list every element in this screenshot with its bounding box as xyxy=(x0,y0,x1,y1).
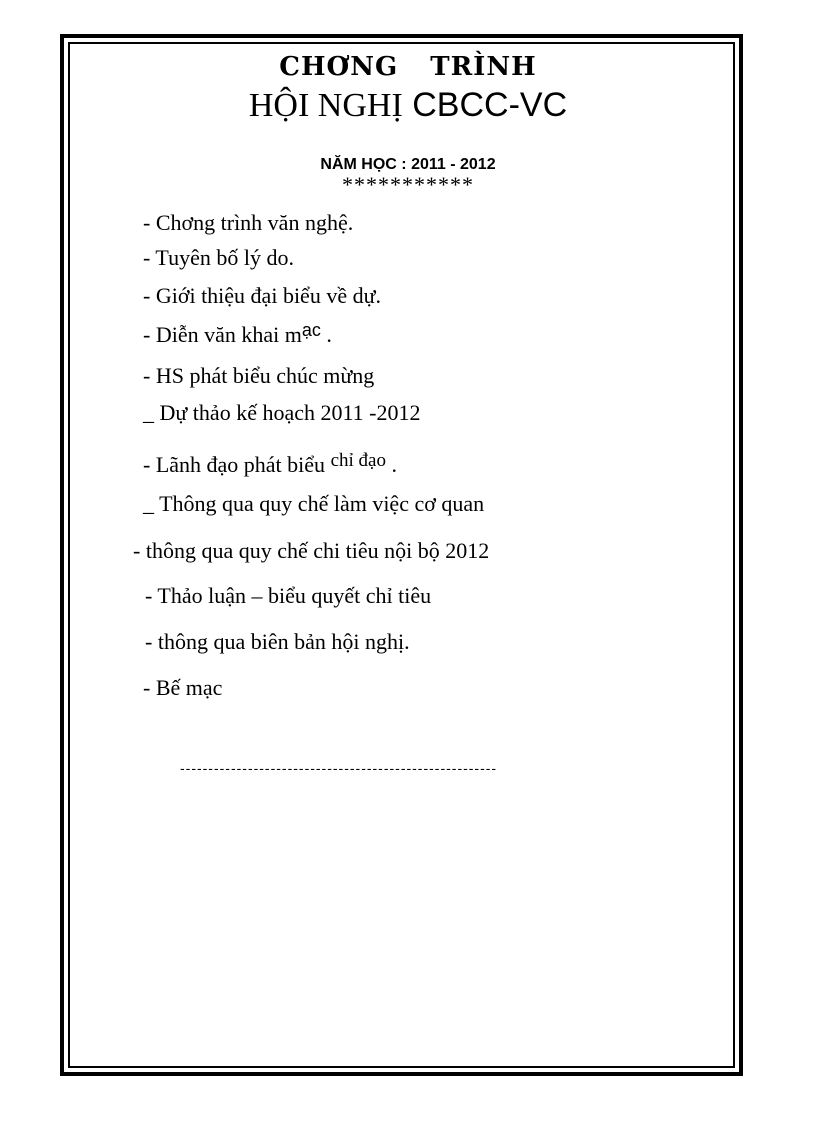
agenda-item-reason: - Tuyên bố lý do. xyxy=(143,245,294,270)
school-year: NĂM HỌC : 2011 - 2012 xyxy=(320,156,496,173)
leader-speech-end: . xyxy=(385,452,397,477)
conference-title xyxy=(0,86,816,125)
agenda-item-leader-speech xyxy=(143,452,397,478)
agenda-item-minutes: - thông qua biên bản hội nghị. xyxy=(145,629,410,654)
conference-title-part1: HỘI NGHỊ xyxy=(248,87,403,124)
agenda-item-closing: - Bế mạc xyxy=(143,675,223,700)
opening-speech-text: - Diễn văn khai m xyxy=(143,322,302,347)
agenda-item-opening-speech xyxy=(143,322,332,348)
program-title: CHƠNG TRÌNH xyxy=(279,52,537,82)
conference-title-part2: CBCC-VC xyxy=(402,86,568,124)
opening-speech-end: . xyxy=(320,322,332,347)
leader-speech-text: - Lãnh đạo phát biểu xyxy=(143,452,331,477)
agenda-item-student-greeting: - HS phát biểu chúc mừng xyxy=(143,363,375,388)
dashed-divider: -------------------------------------------------------- xyxy=(180,760,498,776)
agenda-item-art-program: - Chơng trình văn nghệ. xyxy=(143,210,354,235)
agenda-item-delegates: - Giới thiệu đại biểu về dự. xyxy=(143,283,382,308)
opening-speech-sup: ạc xyxy=(301,320,321,340)
agenda-item-work-rules: _ Thông qua quy chế làm việc cơ quan xyxy=(143,491,485,516)
agenda-item-plan-draft: _ Dự thảo kế hoạch 2011 -2012 xyxy=(143,400,421,425)
leader-speech-sup: chỉ đạo xyxy=(330,450,386,471)
agenda-item-spending-rules: - thông qua quy chế chi tiêu nội bộ 2012 xyxy=(133,538,490,563)
star-separator: *********** xyxy=(342,172,474,197)
agenda-item-discussion: - Thảo luận – biểu quyết chỉ tiêu xyxy=(145,583,432,608)
